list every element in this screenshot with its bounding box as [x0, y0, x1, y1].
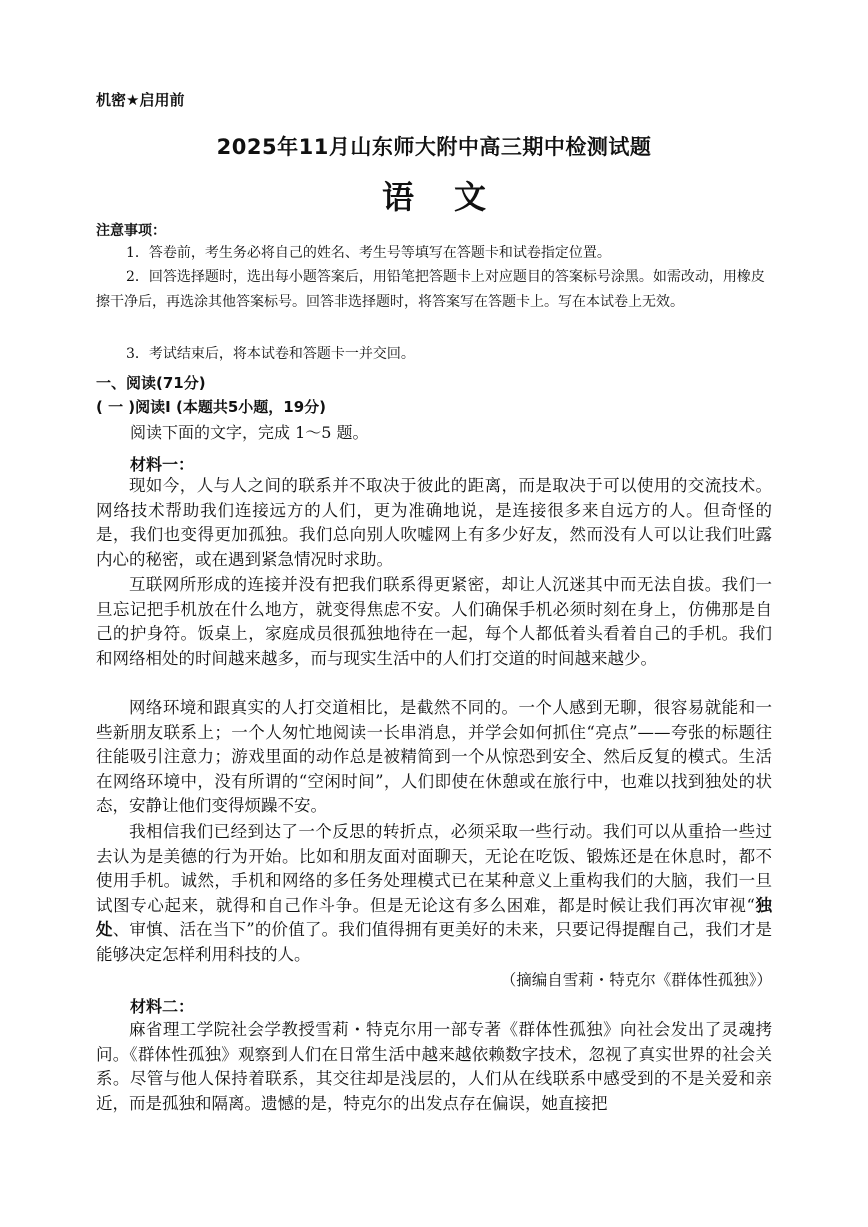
section-heading: 一、阅读(71分) — [96, 374, 206, 392]
material-one-label: 材料一： — [130, 455, 195, 474]
paragraph: 麻省理工学院社会学教授雪莉・特克尔用一部专著《群体性孤独》向社会发出了灵魂拷问。《群体性孤独》观察到人们在日常生活中越来越依赖数字技术，忽视了真实世界的社会关系。尽管与他人保持着联系，其交往却是浅层的，人们从在线联系中感受到的不是关爱和亲近，而是孤独和隔离。遗憾的是，特克尔的出发点存在偏误，她直接把 — [96, 1020, 772, 1113]
notice-item: 3．考试结束后，将本试卷和答题卡一并交回。 — [126, 346, 415, 362]
subsection-heading: ( 一 )阅读Ⅰ (本题共5小题，19分) — [96, 398, 326, 416]
subject-title: 语文 — [381, 178, 526, 216]
paragraph: 现如今，人与人之间的联系并不取决于彼此的距离，而是取决于可以使用的交流技术。网络技术帮助我们连接远方的人们，更为准确地说，是连接很多来自远方的人。但奇怪的是，我们也变得更加孤独。我们总向别人吹嘘网上有多少好友，然而没有人可以让我们吐露内心的秘密，或在遇到紧急情况时求助。 — [96, 476, 772, 569]
paragraph: 网络环境和跟真实的人打交道相比，是截然不同的。一个人感到无聊，很容易就能和一些新朋友联系上；一个人匆忙地阅读一长串消息，并学会如何抓住“亮点”——夸张的标题往往能吸引注意力；游戏里面的动作总是被精简到一个从惊恐到安全、然后反复的模式。生活在网络环境中，没有所谓的“空闲时间”，人们即使在休憩或在旅行中，也难以找到独处的状态，安静让他们变得烦躁不安。 — [96, 698, 772, 815]
emphasized-term: 独处 — [96, 895, 773, 939]
confidential-mark: 机密★启用前 — [96, 91, 185, 109]
notice-item: 2．回答选择题时，选出每小题答案后，用铅笔把答题卡上对应题目的答案标号涂黑。如需改动，用橡皮擦干净后，再选涂其他答案标号。回答非选择题时，将答案写在答题卡上。写在本试卷上无效。 — [96, 269, 765, 310]
notice-item: 1．答卷前，考生务必将自己的姓名、考生号等填写在答题卡和试卷指定位置。 — [126, 245, 611, 261]
instruction-text: 阅读下面的文字，完成 1～5 题。 — [130, 423, 369, 442]
paragraph-text: 、审慎、活在当下”的价值了。我们值得拥有更美好的未来，只要记得提醒自己，我们才是能够决定怎样利用科技的人。 — [96, 920, 773, 964]
exam-title: 2025年11月山东师大附中高三期中检测试题 — [216, 135, 652, 159]
paragraph — [96, 820, 772, 967]
material-two-label: 材料二： — [130, 997, 195, 1016]
source-citation: （摘编自雪莉・特克尔《群体性孤独》） — [500, 971, 772, 989]
paragraph-text: 我相信我们已经到达了一个反思的转折点，必须采取一些行动。我们可以从重拾一些过去认为是美德的行为开始。比如和朋友面对面聊天，无论在吃饭、锻炼还是在休息时，都不使用手机。诚然，手机和网络的多任务处理模式已在某种意义上重构我们的大脑，我们一旦试图专心起来，就得和自己作斗争。但是无论这有多么困难，都是时候让我们再次审视“ — [96, 822, 772, 915]
notice-heading: 注意事项： — [96, 223, 166, 239]
paragraph: 互联网所形成的连接并没有把我们联系得更紧密，却让人沉迷其中而无法自拔。我们一旦忘记把手机放在什么地方，就变得焦虑不安。人们确保手机必须时刻在身上，仿佛那是自己的护身符。饭桌上，家庭成员很孤独地待在一起，每个人都低着头看着自己的手机。我们和网络相处的时间越来越多，而与现实生活中的人们打交道的时间越来越少。 — [96, 575, 772, 668]
